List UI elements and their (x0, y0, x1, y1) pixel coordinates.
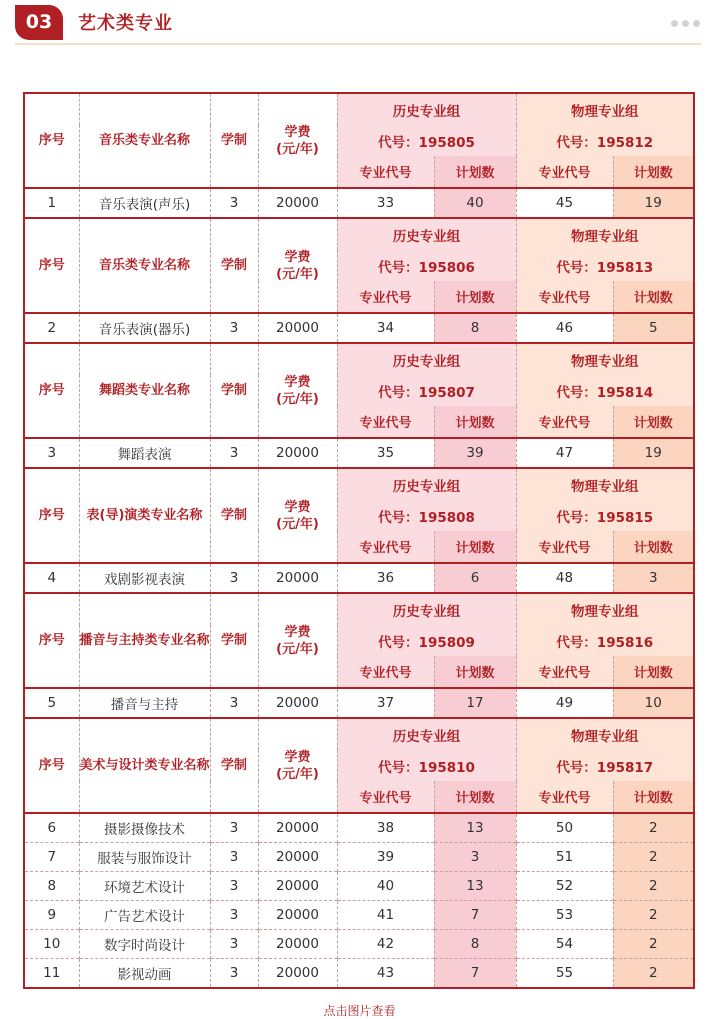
physics-code-header: 专业代号 (516, 156, 613, 188)
history-plan: 8 (434, 313, 516, 343)
years: 3 (210, 959, 258, 989)
history-plan-header: 计划数 (434, 531, 516, 563)
history-group-name: 历史专业组 (337, 343, 516, 375)
fee: 20000 (258, 438, 337, 468)
physics-plan-header: 计划数 (613, 531, 694, 563)
history-group-code: 代号：195810 (337, 750, 516, 781)
history-group-code: 代号：195805 (337, 125, 516, 156)
row-index: 3 (24, 438, 79, 468)
col-index-header: 序号 (24, 593, 79, 688)
physics-code: 50 (516, 813, 613, 843)
table-row (24, 313, 694, 343)
history-group-code: 代号：195808 (337, 500, 516, 531)
physics-code: 53 (516, 901, 613, 930)
col-fee-header: 学费 (元/年) (258, 218, 337, 313)
row-index: 9 (24, 901, 79, 930)
history-code-header: 专业代号 (337, 281, 434, 313)
history-code: 40 (337, 872, 434, 901)
row-index: 7 (24, 843, 79, 872)
col-fee-header: 学费 (元/年) (258, 93, 337, 188)
header-divider (15, 43, 701, 45)
physics-group-code: 代号：195812 (516, 125, 694, 156)
history-code-header: 专业代号 (337, 656, 434, 688)
history-plan-header: 计划数 (434, 406, 516, 438)
physics-code: 49 (516, 688, 613, 718)
table-row (24, 843, 694, 872)
years: 3 (210, 872, 258, 901)
table-row (24, 688, 694, 718)
table-row (24, 563, 694, 593)
col-years-header: 学制 (210, 468, 258, 563)
col-category-header: 舞蹈类专业名称 (79, 343, 210, 438)
history-plan: 13 (434, 813, 516, 843)
col-index-header: 序号 (24, 468, 79, 563)
history-group-name: 历史专业组 (337, 218, 516, 250)
history-plan-header: 计划数 (434, 781, 516, 813)
fee: 20000 (258, 563, 337, 593)
history-group-name: 历史专业组 (337, 93, 516, 125)
fee: 20000 (258, 901, 337, 930)
physics-group-name: 物理专业组 (516, 718, 694, 750)
fee: 20000 (258, 188, 337, 218)
row-index: 2 (24, 313, 79, 343)
physics-code: 45 (516, 188, 613, 218)
table-row (24, 901, 694, 930)
physics-plan-header: 计划数 (613, 406, 694, 438)
history-code: 34 (337, 313, 434, 343)
major-name: 摄影摄像技术 (79, 813, 210, 843)
col-fee-header: 学费 (元/年) (258, 343, 337, 438)
table-row (24, 813, 694, 843)
group-header-row (24, 218, 694, 250)
physics-plan: 2 (613, 959, 694, 989)
col-category-header: 音乐类专业名称 (79, 93, 210, 188)
physics-code: 55 (516, 959, 613, 989)
row-index: 6 (24, 813, 79, 843)
major-name: 播音与主持 (79, 688, 210, 718)
history-plan: 40 (434, 188, 516, 218)
major-name: 影视动画 (79, 959, 210, 989)
row-index: 4 (24, 563, 79, 593)
major-name: 音乐表演(声乐) (79, 188, 210, 218)
history-code-header: 专业代号 (337, 531, 434, 563)
history-group-code: 代号：195806 (337, 250, 516, 281)
section-header (0, 0, 719, 48)
physics-plan: 3 (613, 563, 694, 593)
physics-plan-header: 计划数 (613, 281, 694, 313)
table-row (24, 188, 694, 218)
major-name: 广告艺术设计 (79, 901, 210, 930)
major-name: 舞蹈表演 (79, 438, 210, 468)
col-years-header: 学制 (210, 218, 258, 313)
section-title: 艺术类专业 (78, 13, 173, 34)
row-index: 10 (24, 930, 79, 959)
col-index-header: 序号 (24, 343, 79, 438)
physics-group-code: 代号：195815 (516, 500, 694, 531)
history-plan: 13 (434, 872, 516, 901)
physics-group-code: 代号：195814 (516, 375, 694, 406)
view-image-hint[interactable] (0, 1002, 719, 1019)
col-category-header: 美术与设计类专业名称 (79, 718, 210, 813)
col-fee-header: 学费 (元/年) (258, 593, 337, 688)
physics-plan: 19 (613, 188, 694, 218)
col-years-header: 学制 (210, 93, 258, 188)
physics-group-name: 物理专业组 (516, 343, 694, 375)
fee: 20000 (258, 872, 337, 901)
physics-group-code: 代号：195817 (516, 750, 694, 781)
history-plan: 7 (434, 959, 516, 989)
physics-plan-header: 计划数 (613, 781, 694, 813)
physics-code-header: 专业代号 (516, 531, 613, 563)
col-fee-header: 学费 (元/年) (258, 468, 337, 563)
history-code: 38 (337, 813, 434, 843)
physics-group-name: 物理专业组 (516, 93, 694, 125)
physics-plan-header: 计划数 (613, 156, 694, 188)
col-category-header: 表(导)演类专业名称 (79, 468, 210, 563)
physics-code: 54 (516, 930, 613, 959)
years: 3 (210, 901, 258, 930)
history-group-name: 历史专业组 (337, 593, 516, 625)
major-name: 戏剧影视表演 (79, 563, 210, 593)
history-code-header: 专业代号 (337, 156, 434, 188)
row-index: 1 (24, 188, 79, 218)
col-index-header: 序号 (24, 718, 79, 813)
physics-plan-header: 计划数 (613, 656, 694, 688)
history-code: 35 (337, 438, 434, 468)
history-group-name: 历史专业组 (337, 718, 516, 750)
history-code-header: 专业代号 (337, 406, 434, 438)
physics-code-header: 专业代号 (516, 781, 613, 813)
history-group-name: 历史专业组 (337, 468, 516, 500)
years: 3 (210, 188, 258, 218)
physics-code: 51 (516, 843, 613, 872)
history-group-code: 代号：195807 (337, 375, 516, 406)
physics-code-header: 专业代号 (516, 656, 613, 688)
physics-code: 47 (516, 438, 613, 468)
col-index-header: 序号 (24, 218, 79, 313)
history-plan: 7 (434, 901, 516, 930)
fee: 20000 (258, 959, 337, 989)
physics-code: 48 (516, 563, 613, 593)
history-group-code: 代号：195809 (337, 625, 516, 656)
physics-code-header: 专业代号 (516, 281, 613, 313)
physics-code: 52 (516, 872, 613, 901)
table-row (24, 930, 694, 959)
physics-plan: 2 (613, 901, 694, 930)
group-header-row (24, 468, 694, 500)
years: 3 (210, 813, 258, 843)
history-plan: 17 (434, 688, 516, 718)
group-header-row (24, 93, 694, 125)
group-header-row (24, 593, 694, 625)
col-fee-header: 学费 (元/年) (258, 718, 337, 813)
group-header-row (24, 343, 694, 375)
row-index: 11 (24, 959, 79, 989)
col-category-header: 播音与主持类专业名称 (79, 593, 210, 688)
col-index-header: 序号 (24, 93, 79, 188)
fee: 20000 (258, 688, 337, 718)
row-index: 8 (24, 872, 79, 901)
physics-group-code: 代号：195813 (516, 250, 694, 281)
history-plan: 3 (434, 843, 516, 872)
row-index: 5 (24, 688, 79, 718)
physics-group-name: 物理专业组 (516, 218, 694, 250)
physics-plan: 5 (613, 313, 694, 343)
history-code: 42 (337, 930, 434, 959)
years: 3 (210, 563, 258, 593)
physics-plan: 10 (613, 688, 694, 718)
fee: 20000 (258, 313, 337, 343)
major-name: 音乐表演(器乐) (79, 313, 210, 343)
history-plan-header: 计划数 (434, 656, 516, 688)
history-code: 43 (337, 959, 434, 989)
table-row (24, 438, 694, 468)
table-row (24, 959, 694, 989)
physics-plan: 2 (613, 930, 694, 959)
hint-text: 点击图片查看 (323, 1004, 396, 1018)
fee: 20000 (258, 813, 337, 843)
physics-code: 46 (516, 313, 613, 343)
major-name: 服装与服饰设计 (79, 843, 210, 872)
years: 3 (210, 843, 258, 872)
group-header-row (24, 718, 694, 750)
history-code: 37 (337, 688, 434, 718)
physics-code-header: 专业代号 (516, 406, 613, 438)
col-years-header: 学制 (210, 343, 258, 438)
years: 3 (210, 313, 258, 343)
history-plan: 6 (434, 563, 516, 593)
history-code-header: 专业代号 (337, 781, 434, 813)
physics-plan: 2 (613, 872, 694, 901)
physics-plan: 2 (613, 813, 694, 843)
table-row (24, 872, 694, 901)
history-code: 36 (337, 563, 434, 593)
major-name: 数字时尚设计 (79, 930, 210, 959)
col-category-header: 音乐类专业名称 (79, 218, 210, 313)
history-code: 33 (337, 188, 434, 218)
more-dots-icon[interactable] (671, 20, 700, 27)
history-plan-header: 计划数 (434, 156, 516, 188)
physics-group-name: 物理专业组 (516, 593, 694, 625)
physics-group-code: 代号：195816 (516, 625, 694, 656)
years: 3 (210, 688, 258, 718)
history-code: 39 (337, 843, 434, 872)
major-name: 环境艺术设计 (79, 872, 210, 901)
col-years-header: 学制 (210, 718, 258, 813)
fee: 20000 (258, 843, 337, 872)
history-plan: 8 (434, 930, 516, 959)
physics-plan: 2 (613, 843, 694, 872)
col-years-header: 学制 (210, 593, 258, 688)
history-code: 41 (337, 901, 434, 930)
years: 3 (210, 930, 258, 959)
enrollment-plan-table (23, 92, 695, 989)
history-plan-header: 计划数 (434, 281, 516, 313)
section-number-badge: 03 (15, 5, 63, 40)
physics-plan: 19 (613, 438, 694, 468)
history-plan: 39 (434, 438, 516, 468)
years: 3 (210, 438, 258, 468)
fee: 20000 (258, 930, 337, 959)
physics-group-name: 物理专业组 (516, 468, 694, 500)
